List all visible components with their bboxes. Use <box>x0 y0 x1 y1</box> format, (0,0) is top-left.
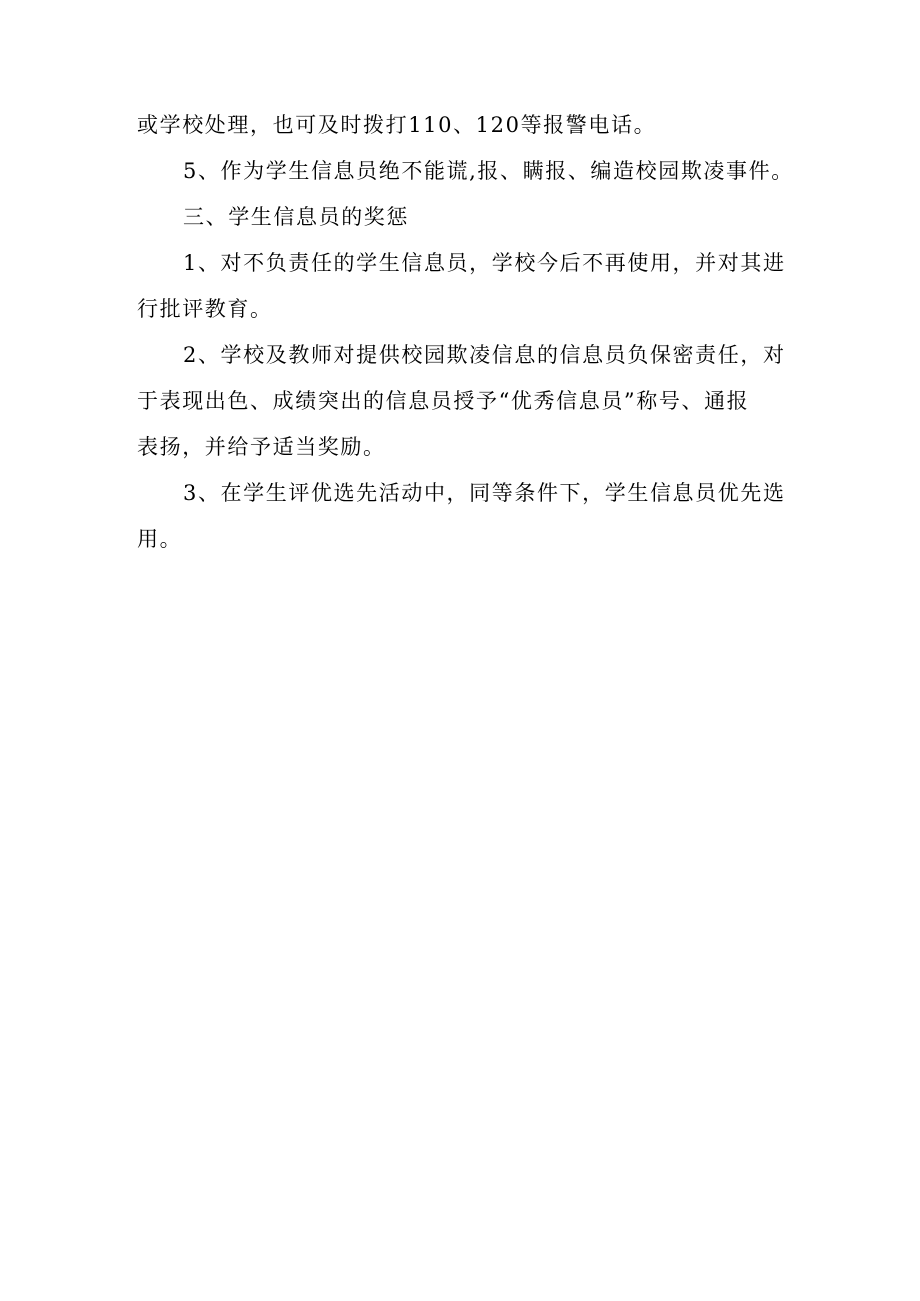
document-body <box>137 102 797 562</box>
section-heading-rewards-penalties <box>137 194 797 240</box>
text-line: 表扬，并给予适当奖励。 <box>137 435 386 459</box>
text-line: 行批评教育。 <box>137 297 273 321</box>
paragraph-item-3 <box>137 470 797 562</box>
heading-text: 三、学生信息员的奖惩 <box>183 205 409 229</box>
paragraph-item-1 <box>137 240 797 332</box>
paragraph-item-5 <box>137 148 797 194</box>
text-line: 或学校处理，也可及时拨打110、120等报警电话。 <box>137 113 657 137</box>
text-line: 用。 <box>137 527 183 551</box>
text-line: 于表现出色、成绩突出的信息员授予“优秀信息员”称号、通报 <box>137 389 750 413</box>
paragraph-item-2 <box>137 332 797 470</box>
text-line: 1、对不负责任的学生信息员，学校今后不再使用，并对其进 <box>183 251 786 275</box>
text-line: 5、作为学生信息员绝不能谎,报、瞒报、编造校园欺凌事件。 <box>183 159 794 183</box>
text-line: 3、在学生评优选先活动中，同等条件下，学生信息员优先选 <box>183 481 786 505</box>
paragraph-continuation <box>137 102 797 148</box>
text-line: 2、学校及教师对提供校园欺凌信息的信息员负保密责任，对 <box>183 343 786 367</box>
